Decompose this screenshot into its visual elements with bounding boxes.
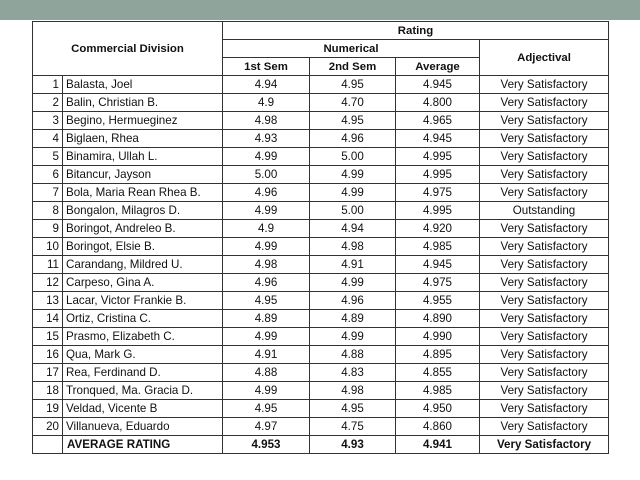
table-row xyxy=(33,400,609,418)
adjectival-rating: Very Satisfactory xyxy=(480,148,609,166)
sem2-rating: 5.00 xyxy=(310,202,396,220)
sem1-rating: 4.95 xyxy=(223,400,310,418)
table-row xyxy=(33,274,609,292)
adjectival-rating: Very Satisfactory xyxy=(480,256,609,274)
sem2-rating: 4.83 xyxy=(310,364,396,382)
average-rating: 4.895 xyxy=(396,346,480,364)
adjectival-rating: Very Satisfactory xyxy=(480,418,609,436)
sem2-rating: 4.99 xyxy=(310,274,396,292)
row-number: 18 xyxy=(33,382,63,400)
employee-name: Boringot, Elsie B. xyxy=(63,238,223,256)
average-rating: 4.975 xyxy=(396,184,480,202)
table-row xyxy=(33,382,609,400)
row-number: 15 xyxy=(33,328,63,346)
average-rating: 4.985 xyxy=(396,238,480,256)
average-rating: 4.945 xyxy=(396,76,480,94)
adjectival-rating: Very Satisfactory xyxy=(480,310,609,328)
table-row xyxy=(33,256,609,274)
employee-name: Tronqued, Ma. Gracia D. xyxy=(63,382,223,400)
sem1-rating: 4.88 xyxy=(223,364,310,382)
table-row xyxy=(33,166,609,184)
employee-name: Biglaen, Rhea xyxy=(63,130,223,148)
sem1-rating: 4.99 xyxy=(223,202,310,220)
row-number: 19 xyxy=(33,400,63,418)
sem2-rating: 4.99 xyxy=(310,166,396,184)
average-rating: 4.855 xyxy=(396,364,480,382)
employee-name: Qua, Mark G. xyxy=(63,346,223,364)
header-average: Average xyxy=(396,58,480,76)
employee-name: Ortiz, Cristina C. xyxy=(63,310,223,328)
adjectival-rating: Very Satisfactory xyxy=(480,112,609,130)
sem1-rating: 4.96 xyxy=(223,184,310,202)
row-number: 9 xyxy=(33,220,63,238)
employee-name: Balasta, Joel xyxy=(63,76,223,94)
adjectival-rating: Very Satisfactory xyxy=(480,274,609,292)
sem1-rating: 4.99 xyxy=(223,328,310,346)
row-number: 12 xyxy=(33,274,63,292)
employee-name: Bitancur, Jayson xyxy=(63,166,223,184)
table-row xyxy=(33,76,609,94)
sem1-rating: 4.95 xyxy=(223,292,310,310)
employee-name: Bongalon, Milagros D. xyxy=(63,202,223,220)
row-number: 6 xyxy=(33,166,63,184)
row-number: 17 xyxy=(33,364,63,382)
average-rating: 4.955 xyxy=(396,292,480,310)
overall-sem2-average: 4.93 xyxy=(310,436,396,454)
employee-name: Prasmo, Elizabeth C. xyxy=(63,328,223,346)
row-number: 3 xyxy=(33,112,63,130)
table-row xyxy=(33,346,609,364)
employee-name: Bola, Maria Rean Rhea B. xyxy=(63,184,223,202)
sem2-rating: 5.00 xyxy=(310,148,396,166)
employee-name: Begino, Hermueginez xyxy=(63,112,223,130)
sem1-rating: 4.99 xyxy=(223,238,310,256)
header-adjectival: Adjectival xyxy=(480,40,609,76)
overall-sem1-average: 4.953 xyxy=(223,436,310,454)
table-row xyxy=(33,364,609,382)
overall-adjectival: Very Satisfactory xyxy=(480,436,609,454)
sem1-rating: 4.9 xyxy=(223,220,310,238)
row-number: 16 xyxy=(33,346,63,364)
employee-name: Binamira, Ullah L. xyxy=(63,148,223,166)
sem1-rating: 4.96 xyxy=(223,274,310,292)
row-number: 7 xyxy=(33,184,63,202)
sem2-rating: 4.91 xyxy=(310,256,396,274)
average-rating: 4.995 xyxy=(396,148,480,166)
adjectival-rating: Outstanding xyxy=(480,202,609,220)
adjectival-rating: Very Satisfactory xyxy=(480,166,609,184)
top-banner-bar xyxy=(0,0,640,20)
header-1st-sem: 1st Sem xyxy=(223,58,310,76)
average-rating-row xyxy=(33,436,609,454)
table-row xyxy=(33,130,609,148)
sem2-rating: 4.70 xyxy=(310,94,396,112)
sem2-rating: 4.95 xyxy=(310,400,396,418)
employee-name: Boringot, Andreleo B. xyxy=(63,220,223,238)
row-number: 1 xyxy=(33,76,63,94)
header-rating: Rating xyxy=(223,22,609,40)
sem1-rating: 4.99 xyxy=(223,382,310,400)
adjectival-rating: Very Satisfactory xyxy=(480,130,609,148)
row-number: 13 xyxy=(33,292,63,310)
table-row xyxy=(33,148,609,166)
sem2-rating: 4.99 xyxy=(310,184,396,202)
overall-average: 4.941 xyxy=(396,436,480,454)
average-rating: 4.945 xyxy=(396,256,480,274)
employee-name: Lacar, Victor Frankie B. xyxy=(63,292,223,310)
employee-name: Villanueva, Eduardo xyxy=(63,418,223,436)
row-number: 2 xyxy=(33,94,63,112)
adjectival-rating: Very Satisfactory xyxy=(480,346,609,364)
adjectival-rating: Very Satisfactory xyxy=(480,382,609,400)
average-rating: 4.950 xyxy=(396,400,480,418)
sem1-rating: 4.99 xyxy=(223,148,310,166)
sem1-rating: 4.9 xyxy=(223,94,310,112)
employee-name: Carpeso, Gina A. xyxy=(63,274,223,292)
header-commercial-division: Commercial Division xyxy=(33,22,223,76)
average-rating: 4.920 xyxy=(396,220,480,238)
sem1-rating: 4.89 xyxy=(223,310,310,328)
table-row xyxy=(33,328,609,346)
sem2-rating: 4.96 xyxy=(310,292,396,310)
average-rating: 4.985 xyxy=(396,382,480,400)
table-row xyxy=(33,220,609,238)
rating-table xyxy=(32,21,609,454)
row-number: 8 xyxy=(33,202,63,220)
table-row xyxy=(33,310,609,328)
adjectival-rating: Very Satisfactory xyxy=(480,94,609,112)
sem2-rating: 4.75 xyxy=(310,418,396,436)
row-number: 11 xyxy=(33,256,63,274)
sem1-rating: 5.00 xyxy=(223,166,310,184)
adjectival-rating: Very Satisfactory xyxy=(480,292,609,310)
sem2-rating: 4.99 xyxy=(310,328,396,346)
average-rating: 4.800 xyxy=(396,94,480,112)
row-number: 20 xyxy=(33,418,63,436)
sem1-rating: 4.91 xyxy=(223,346,310,364)
row-number: 5 xyxy=(33,148,63,166)
adjectival-rating: Very Satisfactory xyxy=(480,364,609,382)
average-rating-label: AVERAGE RATING xyxy=(63,436,223,454)
table-row xyxy=(33,238,609,256)
sem2-rating: 4.96 xyxy=(310,130,396,148)
table-row xyxy=(33,112,609,130)
table-row xyxy=(33,94,609,112)
sem1-rating: 4.98 xyxy=(223,112,310,130)
employee-name: Balin, Christian B. xyxy=(63,94,223,112)
employee-name: Veldad, Vicente B xyxy=(63,400,223,418)
row-number: 4 xyxy=(33,130,63,148)
average-rating: 4.975 xyxy=(396,274,480,292)
header-2nd-sem: 2nd Sem xyxy=(310,58,396,76)
adjectival-rating: Very Satisfactory xyxy=(480,328,609,346)
employee-name: Carandang, Mildred U. xyxy=(63,256,223,274)
sem2-rating: 4.95 xyxy=(310,76,396,94)
sem2-rating: 4.88 xyxy=(310,346,396,364)
table-row xyxy=(33,202,609,220)
sem2-rating: 4.89 xyxy=(310,310,396,328)
adjectival-rating: Very Satisfactory xyxy=(480,184,609,202)
adjectival-rating: Very Satisfactory xyxy=(480,238,609,256)
table-row xyxy=(33,184,609,202)
sem2-rating: 4.98 xyxy=(310,382,396,400)
average-rating: 4.945 xyxy=(396,130,480,148)
sem1-rating: 4.93 xyxy=(223,130,310,148)
sem1-rating: 4.94 xyxy=(223,76,310,94)
average-rating: 4.890 xyxy=(396,310,480,328)
table-row xyxy=(33,292,609,310)
adjectival-rating: Very Satisfactory xyxy=(480,220,609,238)
average-rating: 4.965 xyxy=(396,112,480,130)
adjectival-rating: Very Satisfactory xyxy=(480,400,609,418)
average-rating: 4.860 xyxy=(396,418,480,436)
adjectival-rating: Very Satisfactory xyxy=(480,76,609,94)
average-row-number xyxy=(33,436,63,454)
average-rating: 4.995 xyxy=(396,166,480,184)
sem2-rating: 4.98 xyxy=(310,238,396,256)
sem2-rating: 4.94 xyxy=(310,220,396,238)
row-number: 10 xyxy=(33,238,63,256)
sem2-rating: 4.95 xyxy=(310,112,396,130)
row-number: 14 xyxy=(33,310,63,328)
sem1-rating: 4.97 xyxy=(223,418,310,436)
header-row-1 xyxy=(33,22,609,40)
employee-name: Rea, Ferdinand D. xyxy=(63,364,223,382)
average-rating: 4.995 xyxy=(396,202,480,220)
average-rating: 4.990 xyxy=(396,328,480,346)
header-numerical: Numerical xyxy=(223,40,480,58)
table-row xyxy=(33,418,609,436)
sem1-rating: 4.98 xyxy=(223,256,310,274)
